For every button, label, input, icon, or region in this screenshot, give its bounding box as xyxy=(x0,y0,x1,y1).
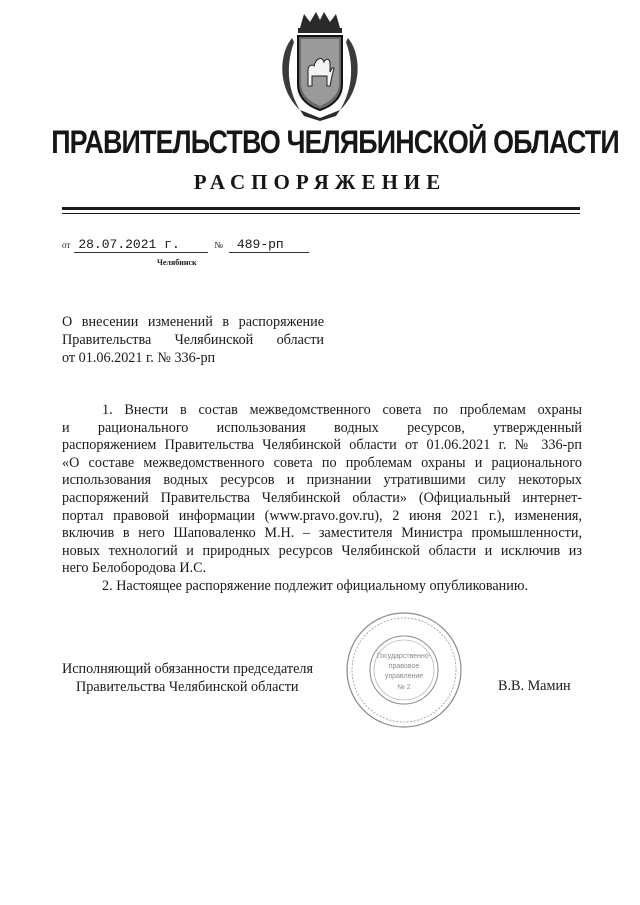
government-title: ПРАВИТЕЛЬСТВО ЧЕЛЯБИНСКОЙ ОБЛАСТИ xyxy=(51,124,619,160)
body-line: использования водных ресурсов и признании утратившими силу некоторых xyxy=(62,472,582,489)
body-line: него Белобородова И.С. xyxy=(62,560,207,577)
stamp-text-line: управление xyxy=(384,673,424,680)
official-stamp xyxy=(344,610,464,730)
document-subject xyxy=(62,313,324,367)
body-line: распоряжением Правительства Челябинской области от 01.06.2021 г. № 336-рп xyxy=(62,437,582,454)
document-meta-row xyxy=(62,236,309,256)
subject-line: Правительства Челябинской области xyxy=(62,332,324,348)
body-line: включив в него Шаповаленко М.Н. – заместителя Министра промышленности, xyxy=(62,525,582,542)
stamp-text-line: № 2 xyxy=(397,684,411,691)
subject-line: от 01.06.2021 г. № 336-рп xyxy=(62,350,216,366)
header-rule-thick xyxy=(62,207,580,210)
body-line: «О составе межведомственного совета по проблемам охраны и рационального xyxy=(62,454,582,471)
subject-line: О внесении изменений в распоряжение xyxy=(62,314,324,330)
document-date: 28.07.2021 г. xyxy=(74,237,208,253)
document-number: 489-рп xyxy=(229,237,309,253)
body-line: 1. Внести в состав межведомственного совета по проблемам охраны xyxy=(102,402,582,418)
date-prefix: от xyxy=(62,240,71,250)
header-rule-thin xyxy=(62,213,580,214)
document-body xyxy=(62,402,582,596)
coat-of-arms-emblem xyxy=(270,10,370,122)
number-prefix: № xyxy=(214,240,223,250)
city-label: Челябинск xyxy=(157,258,197,267)
body-line: и рационального использования водных ресурсов, утвержденный xyxy=(62,419,582,436)
body-line: портал правовой информации (www.pravo.gov.ru), 2 июня 2021 г.), изменения, xyxy=(62,507,582,524)
signatory-role-line: Исполняющий обязанности председателя xyxy=(62,661,313,677)
body-line: распоряжений Правительства Челябинской области» (Официальный интернет- xyxy=(62,489,582,506)
signatory-role-line: Правительства Челябинской области xyxy=(76,679,299,695)
document-type-title: РАСПОРЯЖЕНИЕ xyxy=(193,170,447,194)
signatory-name: В.В. Мамин xyxy=(498,678,571,694)
signatory-role xyxy=(62,660,313,696)
stamp-text-line: правовое xyxy=(388,663,420,670)
body-line: новых технологий и природных ресурсов Челябинской области и исключив из xyxy=(62,542,582,559)
stamp-text-line: Государственно- xyxy=(376,653,432,660)
body-line: 2. Настоящее распоряжение подлежит официальному опубликованию. xyxy=(102,577,529,594)
